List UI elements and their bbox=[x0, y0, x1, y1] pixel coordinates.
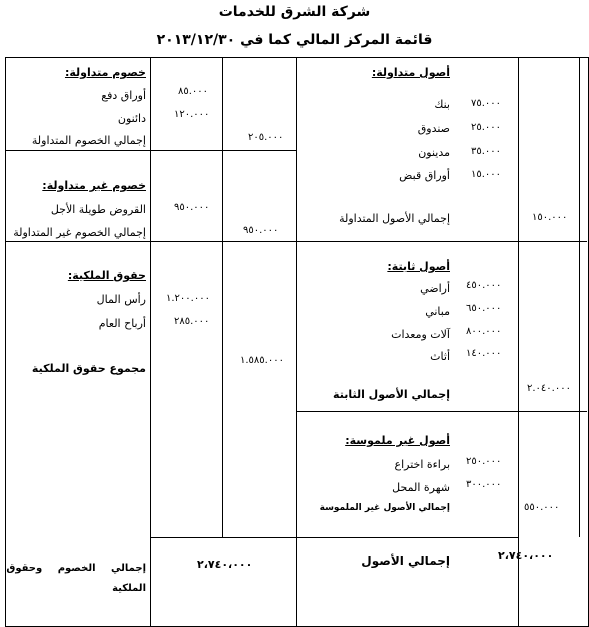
liab-total-top bbox=[150, 537, 296, 538]
equity-value: ١.٢٠٠.٠٠٠ bbox=[166, 293, 210, 304]
assets-grand-total-value: ٢،٧٤٠،٠٠٠ bbox=[498, 549, 554, 562]
liab-sep-2 bbox=[5, 241, 296, 242]
equity-label: رأس المال bbox=[96, 293, 146, 306]
asset-value: ٧٥.٠٠٠ bbox=[471, 98, 502, 109]
asset-value: ١٥.٠٠٠ bbox=[471, 169, 502, 180]
equity-total-label: مجموع حقوق الملكية bbox=[31, 362, 146, 375]
assets-total-top bbox=[296, 537, 518, 538]
company-name: شركة الشرق للخدمات bbox=[218, 4, 371, 20]
liab-total-box bbox=[150, 537, 297, 626]
liab-col-line-2 bbox=[222, 57, 223, 537]
liabilities-grand-total-value: ٢،٧٤٠،٠٠٠ bbox=[197, 558, 253, 571]
equity-heading: حقوق الملكية: bbox=[67, 269, 146, 282]
intangible-assets-heading: أصول غير ملموسة: bbox=[345, 434, 450, 447]
asset-value: ٤٥٠.٠٠٠ bbox=[466, 280, 502, 291]
noncurrent-liabilities-total-label: إجمالي الخصوم غير المتداولة bbox=[13, 226, 146, 239]
liability-label: دائنون bbox=[117, 112, 146, 125]
equity-label: أرباح العام bbox=[98, 317, 146, 330]
asset-label: صندوق bbox=[417, 122, 450, 135]
liabilities-grand-total-label-line2: الملكية bbox=[112, 583, 146, 594]
assets-col-line-1 bbox=[518, 57, 519, 537]
fixed-assets-total-label: إجمالي الأصول الثابتة bbox=[333, 388, 450, 401]
asset-label: أراضي bbox=[420, 282, 450, 295]
intangible-assets-total-label: إجمالي الأصول غير الملموسة bbox=[319, 503, 450, 513]
assets-grand-total-label: إجمالي الأصول bbox=[361, 554, 450, 568]
current-assets-total-value: ١٥٠.٠٠٠ bbox=[532, 212, 568, 223]
assets-sep-1 bbox=[296, 241, 587, 242]
asset-label: مدينون bbox=[418, 146, 450, 159]
statement-title: قائمة المركز المالي كما في ٢٠١٣/١٢/٣٠ bbox=[156, 32, 433, 48]
asset-label: بنك bbox=[434, 98, 450, 111]
noncurrent-liabilities-heading: خصوم غير متداولة: bbox=[42, 179, 146, 192]
liabilities-grand-total-label-line1: إجمالي الخصوم وحقوق bbox=[6, 563, 146, 574]
asset-label: أوراق قبض bbox=[399, 169, 450, 182]
liab-col-line-1 bbox=[150, 57, 151, 537]
liability-label: أوراق دفع bbox=[101, 89, 146, 102]
asset-value: ٨٠٠.٠٠٠ bbox=[466, 326, 502, 337]
asset-value: ٦٥٠.٠٠٠ bbox=[466, 303, 502, 314]
liability-value: ٨٥.٠٠٠ bbox=[178, 86, 209, 97]
current-assets-heading: أصول متداولة: bbox=[371, 66, 450, 79]
liability-value: ١٢٠.٠٠٠ bbox=[174, 109, 210, 120]
liability-value: ٩٥٠.٠٠٠ bbox=[174, 202, 210, 213]
liab-sep-1 bbox=[5, 150, 296, 151]
intangible-assets-total-value: ٥٥٠.٠٠٠ bbox=[524, 502, 560, 513]
asset-label: آلات ومعدات bbox=[391, 328, 450, 341]
current-liabilities-total-label: إجمالي الخصوم المتداولة bbox=[31, 134, 146, 147]
asset-value: ٢٥.٠٠٠ bbox=[471, 122, 502, 133]
asset-label: مباني bbox=[425, 305, 450, 318]
liability-label: القروض طويلة الأجل bbox=[50, 203, 146, 216]
asset-label: أثاث bbox=[430, 350, 450, 363]
current-liabilities-heading: خصوم متداولة: bbox=[64, 66, 146, 79]
equity-total-value: ١.٥٨٥.٠٠٠ bbox=[240, 355, 284, 366]
assets-col-line-2 bbox=[579, 57, 580, 537]
asset-value: ١٤٠.٠٠٠ bbox=[466, 348, 502, 359]
assets-sep-2 bbox=[296, 411, 587, 412]
current-liabilities-total-value: ٢٠٥.٠٠٠ bbox=[248, 132, 284, 143]
asset-label: براءة اختراع bbox=[394, 458, 450, 471]
asset-value: ٣٥.٠٠٠ bbox=[471, 146, 502, 157]
current-assets-total-label: إجمالي الأصول المتداولة bbox=[339, 212, 450, 225]
equity-value: ٢٨٥.٠٠٠ bbox=[174, 316, 210, 327]
fixed-assets-total-value: ٢.٠٤٠.٠٠٠ bbox=[527, 383, 571, 394]
asset-value: ٣٠٠.٠٠٠ bbox=[466, 479, 502, 490]
asset-label: شهرة المحل bbox=[392, 481, 450, 494]
asset-value: ٢٥٠.٠٠٠ bbox=[466, 456, 502, 467]
noncurrent-liabilities-total-value: ٩٥٠.٠٠٠ bbox=[243, 225, 279, 236]
assets-total-box bbox=[296, 537, 519, 626]
fixed-assets-heading: أصول ثابتة: bbox=[387, 260, 450, 273]
